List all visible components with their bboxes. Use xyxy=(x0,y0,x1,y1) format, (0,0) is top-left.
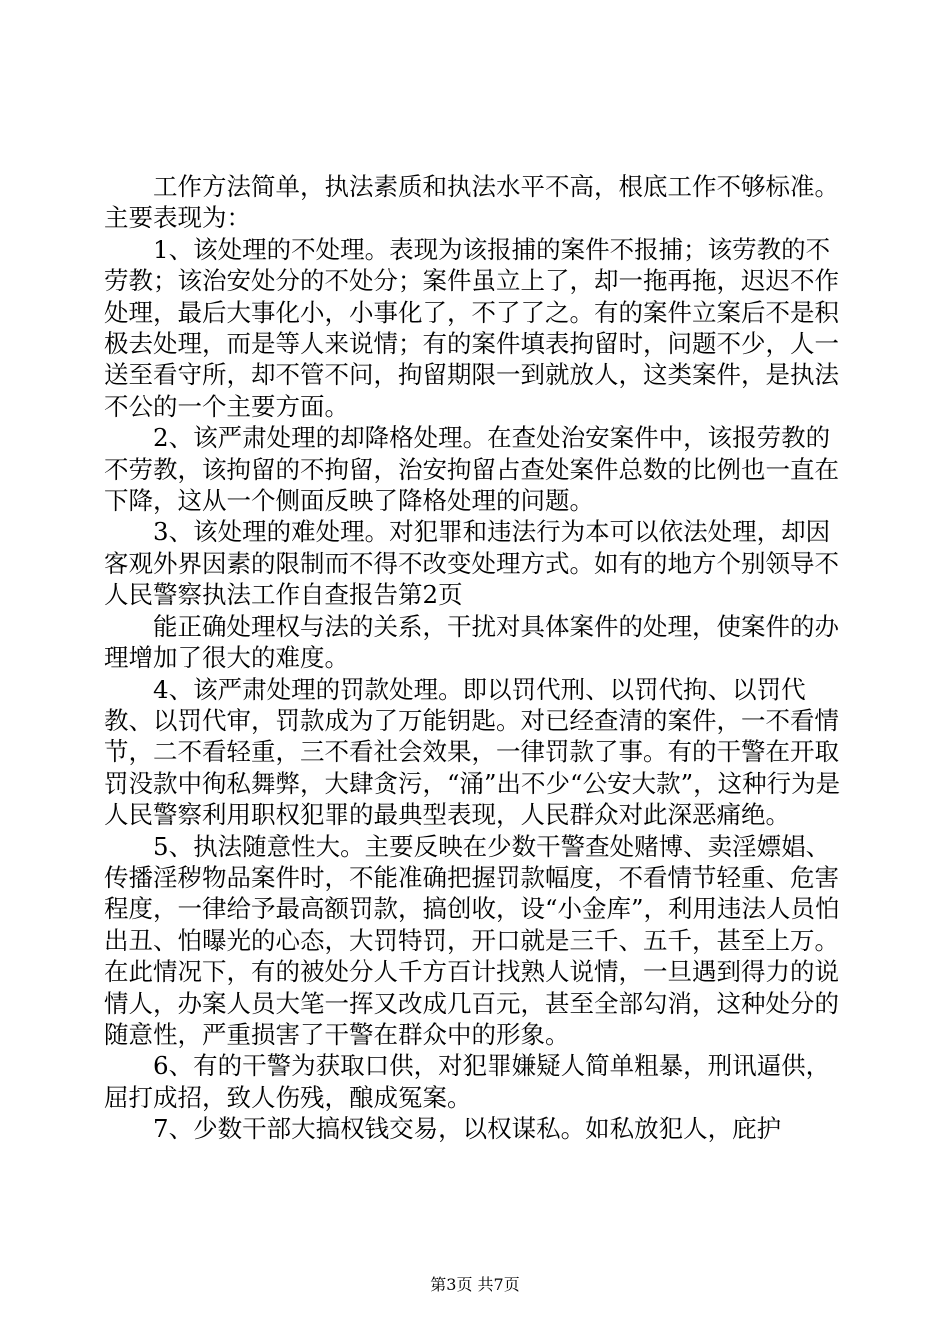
paragraph-item-3: 3、该处理的难处理。对犯罪和违法行为本可以依法处理，却因客观外界因素的限制而不得不改变处理方式。如有的地方个别领导不人民警察执法工作自查报告第2页 xyxy=(104,517,839,610)
paragraph-intro: 工作方法简单，执法素质和执法水平不高，根底工作不够标准。主要表现为： xyxy=(104,172,839,233)
document-body xyxy=(104,171,844,1145)
paragraph-item-1: 1、该处理的不处理。表现为该报捕的案件不报捕；该劳教的不劳教；该治安处分的不处分；案件虽立上了，却一拖再拖，迟迟不作处理，最后大事化小，小事化了，不了了之。有的案件立案后不是积极去处理，而是等人来说情；有的案件填表拘留时，问题不少，人一送至看守所，却不管不问，拘留期限一到就放人，这类案件，是执法不公的一个主要方面。 xyxy=(104,234,839,421)
paragraph-item-7: 7、少数干部大搞权钱交易，以权谋私。如私放犯人，庇护 xyxy=(153,1114,782,1144)
page-footer: 第3页 共7页 xyxy=(430,1275,520,1294)
paragraph-item-2: 2、该严肃处理的却降格处理。在查处治安案件中，该报劳教的不劳教，该拘留的不拘留，治安拘留占查处案件总数的比例也一直在下降，这从一个侧面反映了降格处理的问题。 xyxy=(104,423,839,516)
paragraph-item-3-continued: 能正确处理权与法的关系，干扰对具体案件的处理，使案件的办理增加了很大的难度。 xyxy=(104,611,839,673)
paragraph-item-5: 5、执法随意性大。主要反映在少数干警查处赌博、卖淫嫖娼、传播淫秽物品案件时，不能准确把握罚款幅度，不看情节轻重、危害程度，一律给予最高额罚款，搞创收，设“小金库”，利用违法人员怕出丑、怕曝光的心态，大罚特罚，开口就是三千、五千，甚至上万。在此情况下，有的被处分人千方百计找熟人说情，一旦遇到得力的说情人，办案人员大笔一挥又改成几百元，甚至全部勾消，这种处分的随意性，严重损害了干警在群众中的形象。 xyxy=(104,831,840,1049)
paragraph-item-4: 4、该严肃处理的罚款处理。即以罚代刑、以罚代拘、以罚代教、以罚代审，罚款成为了万能钥匙。对已经查清的案件，一不看情节，二不看轻重，三不看社会效果，一律罚款了事。有的干警在开取罚没款中徇私舞弊，大肆贪污，“涌”出不少“公安大款”，这种行为是人民警察利用职权犯罪的最典型表现，人民群众对此深恶痛绝。 xyxy=(104,674,841,830)
paragraph-item-6: 6、有的干警为获取口供，对犯罪嫌疑人简单粗暴，刑讯逼供，屈打成招，致人伤残，酿成冤案。 xyxy=(104,1051,831,1112)
